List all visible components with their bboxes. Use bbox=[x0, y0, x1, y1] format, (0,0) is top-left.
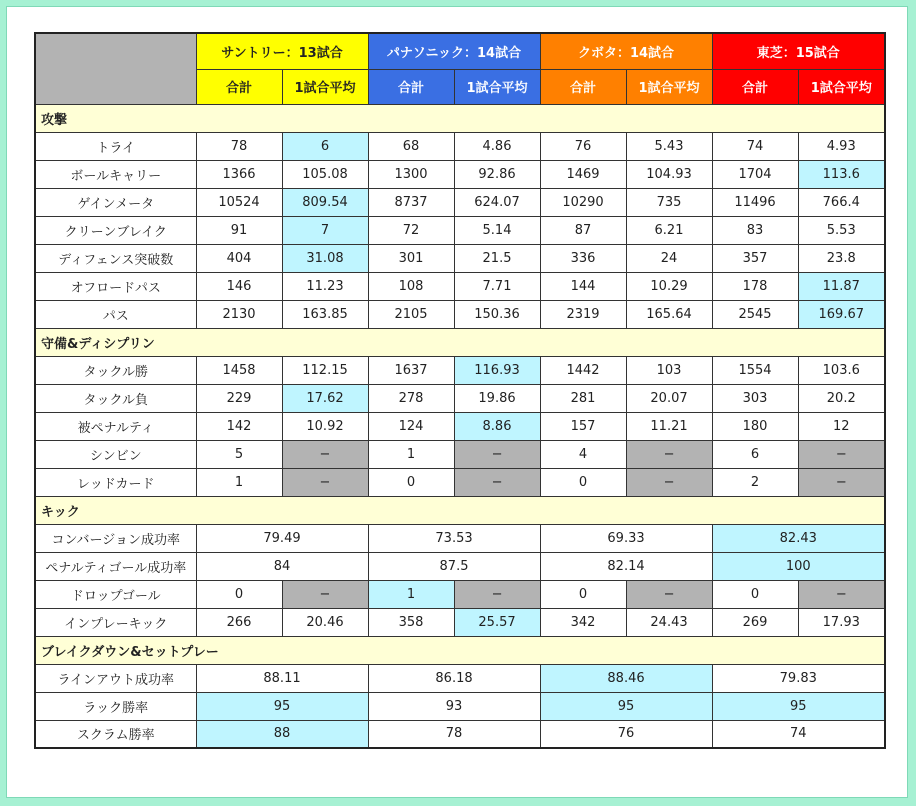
table-row bbox=[35, 608, 885, 636]
value-cell: 91 bbox=[196, 216, 282, 244]
value-cell: 1637 bbox=[368, 356, 454, 384]
value-cell: 303 bbox=[712, 384, 798, 412]
table-row bbox=[35, 356, 885, 384]
team-header-row bbox=[35, 33, 885, 69]
value-cell: 0 bbox=[540, 468, 626, 496]
value-cell: 93 bbox=[368, 692, 540, 720]
row-label: レッドカード bbox=[35, 468, 196, 496]
value-cell: 24 bbox=[626, 244, 712, 272]
value-cell: 83 bbox=[712, 216, 798, 244]
row-label: ラック勝率 bbox=[35, 692, 196, 720]
value-cell: 358 bbox=[368, 608, 454, 636]
value-cell: 23.8 bbox=[798, 244, 885, 272]
row-label: コンバージョン成功率 bbox=[35, 524, 196, 552]
value-cell: 68 bbox=[368, 132, 454, 160]
section-title: 守備&ディシプリン bbox=[35, 328, 885, 356]
value-cell: 5.53 bbox=[798, 216, 885, 244]
value-cell: 100 bbox=[712, 552, 885, 580]
table-row bbox=[35, 580, 885, 608]
value-cell: 10524 bbox=[196, 188, 282, 216]
value-cell: 146 bbox=[196, 272, 282, 300]
value-cell: 336 bbox=[540, 244, 626, 272]
value-cell: 69.33 bbox=[540, 524, 712, 552]
value-cell: 88.46 bbox=[540, 664, 712, 692]
row-label: ディフェンス突破数 bbox=[35, 244, 196, 272]
row-label: 被ペナルティ bbox=[35, 412, 196, 440]
row-label: パス bbox=[35, 300, 196, 328]
row-label: ボールキャリー bbox=[35, 160, 196, 188]
value-cell: 31.08 bbox=[282, 244, 368, 272]
value-cell: 12 bbox=[798, 412, 885, 440]
row-label: インプレーキック bbox=[35, 608, 196, 636]
value-cell: 6 bbox=[712, 440, 798, 468]
value-cell: 5.14 bbox=[454, 216, 540, 244]
row-label: ラインアウト成功率 bbox=[35, 664, 196, 692]
value-cell: 88.11 bbox=[196, 664, 368, 692]
value-cell: 87 bbox=[540, 216, 626, 244]
row-label: タックル勝 bbox=[35, 356, 196, 384]
table-row bbox=[35, 132, 885, 160]
value-cell: 1704 bbox=[712, 160, 798, 188]
value-cell: 6.21 bbox=[626, 216, 712, 244]
value-cell: 2130 bbox=[196, 300, 282, 328]
value-cell: 1 bbox=[368, 580, 454, 608]
sub-header-total: 合計 bbox=[196, 69, 282, 104]
value-cell: 1554 bbox=[712, 356, 798, 384]
row-label: スクラム勝率 bbox=[35, 720, 196, 748]
value-cell: 144 bbox=[540, 272, 626, 300]
table-row bbox=[35, 692, 885, 720]
table-row bbox=[35, 216, 885, 244]
na-cell: − bbox=[626, 468, 712, 496]
row-label: タックル負 bbox=[35, 384, 196, 412]
value-cell: 178 bbox=[712, 272, 798, 300]
value-cell: 2319 bbox=[540, 300, 626, 328]
section-title: キック bbox=[35, 496, 885, 524]
value-cell: 95 bbox=[196, 692, 368, 720]
value-cell: 88 bbox=[196, 720, 368, 748]
value-cell: 76 bbox=[540, 132, 626, 160]
value-cell: 0 bbox=[196, 580, 282, 608]
row-label: トライ bbox=[35, 132, 196, 160]
value-cell: 809.54 bbox=[282, 188, 368, 216]
value-cell: 124 bbox=[368, 412, 454, 440]
value-cell: 2545 bbox=[712, 300, 798, 328]
section-row bbox=[35, 328, 885, 356]
section-row bbox=[35, 104, 885, 132]
na-cell: − bbox=[626, 440, 712, 468]
value-cell: 1 bbox=[196, 468, 282, 496]
value-cell: 17.62 bbox=[282, 384, 368, 412]
value-cell: 266 bbox=[196, 608, 282, 636]
section-row bbox=[35, 636, 885, 664]
value-cell: 4.86 bbox=[454, 132, 540, 160]
value-cell: 4.93 bbox=[798, 132, 885, 160]
value-cell: 269 bbox=[712, 608, 798, 636]
value-cell: 404 bbox=[196, 244, 282, 272]
value-cell: 8.86 bbox=[454, 412, 540, 440]
table-row bbox=[35, 552, 885, 580]
value-cell: 1442 bbox=[540, 356, 626, 384]
value-cell: 78 bbox=[368, 720, 540, 748]
page-frame bbox=[6, 6, 908, 798]
value-cell: 116.93 bbox=[454, 356, 540, 384]
value-cell: 20.07 bbox=[626, 384, 712, 412]
table-row bbox=[35, 384, 885, 412]
value-cell: 169.67 bbox=[798, 300, 885, 328]
sub-header-avg: 1試合平均 bbox=[798, 69, 885, 104]
value-cell: 20.2 bbox=[798, 384, 885, 412]
value-cell: 82.14 bbox=[540, 552, 712, 580]
value-cell: 0 bbox=[540, 580, 626, 608]
row-label: ペナルティゴール成功率 bbox=[35, 552, 196, 580]
row-label: オフロードパス bbox=[35, 272, 196, 300]
section-title: 攻撃 bbox=[35, 104, 885, 132]
value-cell: 6 bbox=[282, 132, 368, 160]
table-row bbox=[35, 272, 885, 300]
value-cell: 87.5 bbox=[368, 552, 540, 580]
sub-header-total: 合計 bbox=[712, 69, 798, 104]
sub-header-avg: 1試合平均 bbox=[282, 69, 368, 104]
value-cell: 20.46 bbox=[282, 608, 368, 636]
value-cell: 278 bbox=[368, 384, 454, 412]
na-cell: − bbox=[454, 440, 540, 468]
value-cell: 1300 bbox=[368, 160, 454, 188]
value-cell: 2 bbox=[712, 468, 798, 496]
row-label: ゲインメータ bbox=[35, 188, 196, 216]
value-cell: 1366 bbox=[196, 160, 282, 188]
row-label: クリーンブレイク bbox=[35, 216, 196, 244]
value-cell: 8737 bbox=[368, 188, 454, 216]
value-cell: 11.21 bbox=[626, 412, 712, 440]
team-header-toshiba: 東芝：15試合 bbox=[712, 33, 885, 69]
value-cell: 79.49 bbox=[196, 524, 368, 552]
value-cell: 1458 bbox=[196, 356, 282, 384]
section-title: ブレイクダウン&セットプレー bbox=[35, 636, 885, 664]
section-row bbox=[35, 496, 885, 524]
value-cell: 1 bbox=[368, 440, 454, 468]
row-label: ドロップゴール bbox=[35, 580, 196, 608]
value-cell: 11.87 bbox=[798, 272, 885, 300]
na-cell: − bbox=[798, 580, 885, 608]
value-cell: 735 bbox=[626, 188, 712, 216]
value-cell: 78 bbox=[196, 132, 282, 160]
value-cell: 74 bbox=[712, 132, 798, 160]
value-cell: 104.93 bbox=[626, 160, 712, 188]
value-cell: 229 bbox=[196, 384, 282, 412]
value-cell: 19.86 bbox=[454, 384, 540, 412]
value-cell: 73.53 bbox=[368, 524, 540, 552]
value-cell: 163.85 bbox=[282, 300, 368, 328]
table-row bbox=[35, 300, 885, 328]
value-cell: 84 bbox=[196, 552, 368, 580]
value-cell: 5 bbox=[196, 440, 282, 468]
value-cell: 95 bbox=[540, 692, 712, 720]
value-cell: 357 bbox=[712, 244, 798, 272]
value-cell: 150.36 bbox=[454, 300, 540, 328]
team-header-panasonic: パナソニック：14試合 bbox=[368, 33, 540, 69]
value-cell: 0 bbox=[712, 580, 798, 608]
team-header-kubota: クボタ：14試合 bbox=[540, 33, 712, 69]
value-cell: 76 bbox=[540, 720, 712, 748]
value-cell: 165.64 bbox=[626, 300, 712, 328]
table-row bbox=[35, 244, 885, 272]
value-cell: 766.4 bbox=[798, 188, 885, 216]
sub-header-total: 合計 bbox=[368, 69, 454, 104]
value-cell: 11496 bbox=[712, 188, 798, 216]
value-cell: 95 bbox=[712, 692, 885, 720]
value-cell: 105.08 bbox=[282, 160, 368, 188]
na-cell: − bbox=[282, 440, 368, 468]
value-cell: 103 bbox=[626, 356, 712, 384]
value-cell: 113.6 bbox=[798, 160, 885, 188]
table-row bbox=[35, 160, 885, 188]
sub-header-avg: 1試合平均 bbox=[626, 69, 712, 104]
sub-header-total: 合計 bbox=[540, 69, 626, 104]
table-row bbox=[35, 188, 885, 216]
value-cell: 72 bbox=[368, 216, 454, 244]
value-cell: 301 bbox=[368, 244, 454, 272]
value-cell: 10.92 bbox=[282, 412, 368, 440]
na-cell: − bbox=[454, 580, 540, 608]
value-cell: 180 bbox=[712, 412, 798, 440]
value-cell: 112.15 bbox=[282, 356, 368, 384]
table-row bbox=[35, 468, 885, 496]
value-cell: 11.23 bbox=[282, 272, 368, 300]
table-row bbox=[35, 720, 885, 748]
na-cell: − bbox=[282, 580, 368, 608]
value-cell: 17.93 bbox=[798, 608, 885, 636]
value-cell: 21.5 bbox=[454, 244, 540, 272]
na-cell: − bbox=[282, 468, 368, 496]
corner-cell bbox=[35, 33, 196, 104]
value-cell: 24.43 bbox=[626, 608, 712, 636]
value-cell: 624.07 bbox=[454, 188, 540, 216]
value-cell: 7 bbox=[282, 216, 368, 244]
na-cell: − bbox=[454, 468, 540, 496]
team-header-suntory: サントリー：13試合 bbox=[196, 33, 368, 69]
table-row bbox=[35, 440, 885, 468]
value-cell: 1469 bbox=[540, 160, 626, 188]
table-row bbox=[35, 524, 885, 552]
value-cell: 25.57 bbox=[454, 608, 540, 636]
value-cell: 86.18 bbox=[368, 664, 540, 692]
value-cell: 10.29 bbox=[626, 272, 712, 300]
value-cell: 142 bbox=[196, 412, 282, 440]
value-cell: 5.43 bbox=[626, 132, 712, 160]
value-cell: 281 bbox=[540, 384, 626, 412]
na-cell: − bbox=[626, 580, 712, 608]
value-cell: 82.43 bbox=[712, 524, 885, 552]
value-cell: 0 bbox=[368, 468, 454, 496]
sub-header-avg: 1試合平均 bbox=[454, 69, 540, 104]
value-cell: 92.86 bbox=[454, 160, 540, 188]
value-cell: 157 bbox=[540, 412, 626, 440]
na-cell: − bbox=[798, 468, 885, 496]
value-cell: 4 bbox=[540, 440, 626, 468]
value-cell: 74 bbox=[712, 720, 885, 748]
row-label: シンビン bbox=[35, 440, 196, 468]
table-row bbox=[35, 664, 885, 692]
value-cell: 2105 bbox=[368, 300, 454, 328]
value-cell: 79.83 bbox=[712, 664, 885, 692]
value-cell: 10290 bbox=[540, 188, 626, 216]
stats-table bbox=[34, 32, 886, 749]
table-row bbox=[35, 412, 885, 440]
value-cell: 108 bbox=[368, 272, 454, 300]
value-cell: 103.6 bbox=[798, 356, 885, 384]
na-cell: − bbox=[798, 440, 885, 468]
value-cell: 7.71 bbox=[454, 272, 540, 300]
value-cell: 342 bbox=[540, 608, 626, 636]
